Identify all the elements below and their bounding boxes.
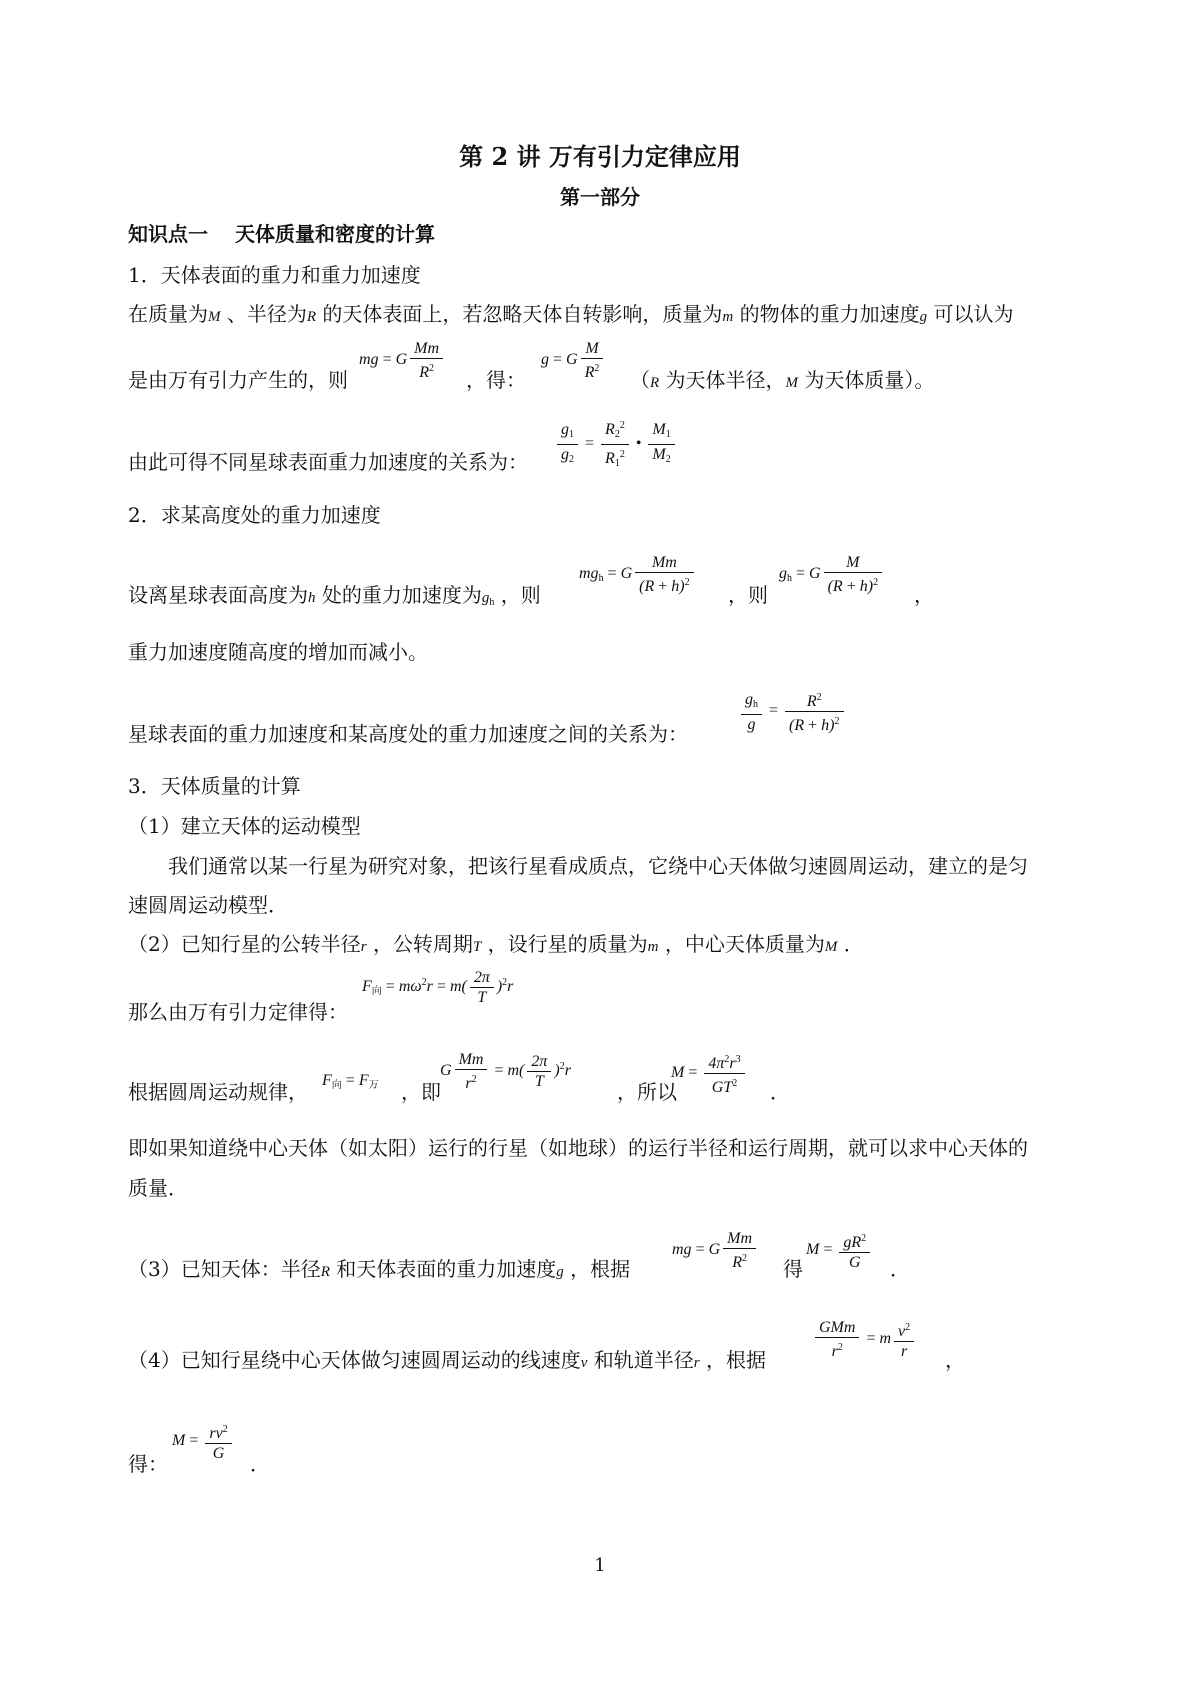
formula-gh-over-g: $\frac{g_h}{g}$ = $\frac{R^2}{(R + h)^2}$: [738, 688, 847, 735]
paragraph-line: 在质量为M 、半径为R 的天体表面上，若忽略天体自转影响，质量为m 的物体的重力加速度g 可以认为: [128, 302, 1014, 326]
formula-mass-from-velocity: M = $\frac{rv^2}{G}$: [172, 1420, 235, 1463]
formula-gmm-r2-mv2-r: $\frac{\text{GMm}}{r^2}$ = m $\frac{v^2}{r}$: [812, 1318, 917, 1361]
paragraph-line: （R 为天体半径，M 为天体质量）。: [630, 368, 935, 392]
formula-g-gm-r2: g = G $\frac{M}{R^2}$: [541, 339, 606, 382]
text-fragment: ，则: [728, 583, 768, 607]
paragraph-line: 设离星球表面高度为h 处的重力加速度为$g_h$ ，则: [128, 583, 541, 608]
formula-mass-from-g: M = $\frac{gR^2}{G}$: [806, 1229, 873, 1272]
paragraph-line: （4）已知行星绕中心天体做匀速圆周运动的线速度v 和轨道半径r ，根据: [128, 1348, 766, 1372]
paragraph-line: 根据圆周运动规律，: [128, 1080, 308, 1104]
text-fragment: ，: [945, 1348, 965, 1372]
text-fragment: ．: [890, 1257, 910, 1281]
text-fragment: ，即: [401, 1080, 441, 1104]
paragraph-line: 星球表面的重力加速度和某高度处的重力加速度之间的关系为：: [128, 722, 688, 746]
page-number: 1: [594, 1555, 606, 1576]
formula-f-equal: $F_向 = F_万$: [322, 1072, 379, 1091]
text-fragment: ，得：: [466, 368, 526, 392]
heading-3: 3．天体质量的计算: [128, 774, 301, 798]
subheading: （1）建立天体的运动模型: [128, 814, 361, 838]
text-fragment: ．: [770, 1080, 790, 1104]
paragraph-line: 得：: [128, 1452, 168, 1476]
paragraph-line: 由此可得不同星球表面重力加速度的关系为：: [128, 450, 528, 474]
paragraph-line: 速圆周运动模型．: [128, 893, 288, 917]
formula-gh: $g_h = G$ $\frac{M}{(R + h)^2}$: [779, 553, 885, 596]
section-heading: 知识点一 天体质量和密度的计算: [128, 222, 435, 246]
paragraph-line: 是由万有引力产生的，则: [128, 368, 348, 392]
formula-mg-gmm-r2: mg = G $\frac{Mm}{R^2}$: [359, 339, 446, 382]
text-fragment: ，所以: [617, 1080, 677, 1104]
paragraph-line: 我们通常以某一行星为研究对象，把该行星看成质点，它绕中心天体做匀速圆周运动，建立的是匀: [128, 854, 1028, 878]
heading-1: 1．天体表面的重力和重力加速度: [128, 263, 421, 287]
paragraph-line: （3）已知天体：半径R 和天体表面的重力加速度g ，根据: [128, 1257, 631, 1281]
formula-gmm-r2-eq: G $\frac{Mm}{r^2}$ = m( $\frac{2\pi}{T}$ )$^2$r: [440, 1051, 571, 1092]
formula-centripetal: $F_向 = m\omega^2r = m$( $\frac{2\pi}{T}$ )$^2$r: [362, 969, 514, 1006]
text-fragment: ．: [250, 1452, 270, 1476]
page-subtitle: 第一部分: [560, 185, 640, 209]
paragraph-line: （2）已知行星的公转半径r ，公转周期T ，设行星的质量为m ，中心天体质量为M ．: [128, 932, 864, 956]
formula-mass-from-period: M = $\frac{4\pi^2r^3}{GT^2}$: [671, 1050, 748, 1097]
formula-mgh: $mg_h = G$ $\frac{Mm}{(R + h)^2}$: [579, 553, 697, 596]
page-title: 第 2 讲 万有引力定律应用: [459, 142, 741, 171]
paragraph-line: 那么由万有引力定律得：: [128, 1000, 348, 1024]
paragraph-line: 即如果知道绕中心天体（如太阳）运行的行星（如地球）的运行半径和运行周期，就可以求中心天体的: [128, 1136, 1028, 1160]
heading-2: 2．求某高度处的重力加速度: [128, 503, 381, 527]
paragraph-line: 质量．: [128, 1176, 188, 1200]
formula-mg-gmm-r2-2: mg = G $\frac{Mm}{R^2}$: [672, 1229, 759, 1272]
paragraph-line: 重力加速度随高度的增加而减小。: [128, 640, 428, 664]
text-fragment: ，: [914, 583, 934, 607]
text-fragment: 得: [783, 1257, 803, 1281]
formula-g-ratio: $\frac{g_1}{g_2}$ = $\frac{R_2^2}{R_1^2}$ • $\frac{M_1}{M_2}$: [554, 416, 678, 473]
